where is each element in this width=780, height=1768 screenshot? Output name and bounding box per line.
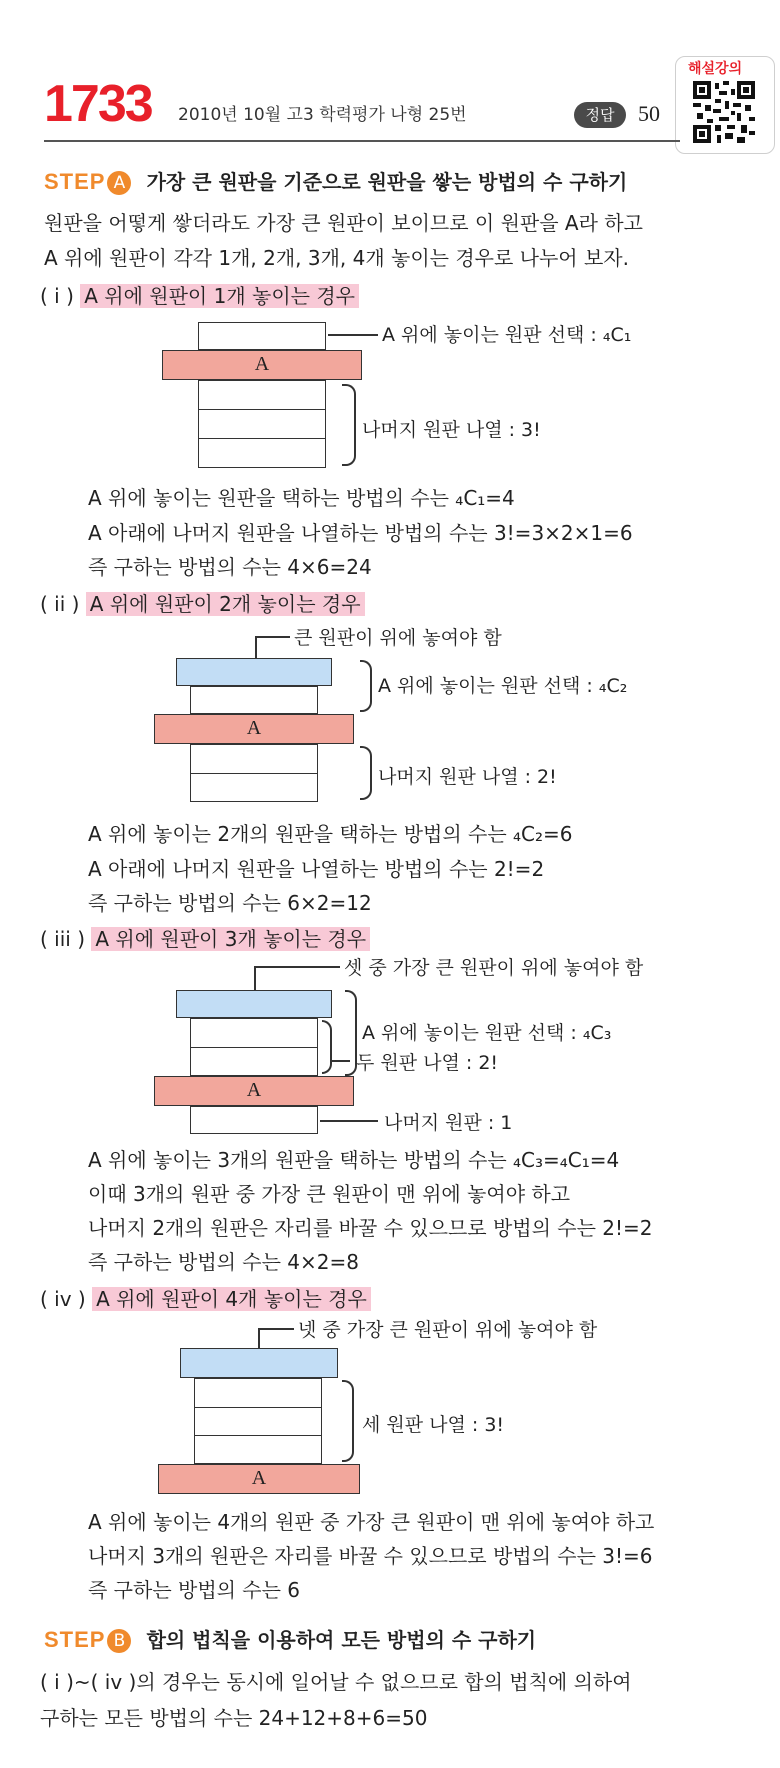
case-2-lower-disks — [190, 744, 318, 802]
case-3-rest-line — [320, 1120, 378, 1122]
case-3-line-2: 이때 3개의 원판 중 가장 큰 원판이 맨 위에 놓여야 하고 — [88, 1182, 571, 1206]
case-2-brace-rest — [360, 746, 372, 800]
step-b-heading — [44, 1624, 536, 1653]
case-4-heading — [40, 1283, 371, 1312]
case-4-blue-disk — [180, 1348, 338, 1378]
case-2-title: A 위에 원판이 2개 놓이는 경우 — [86, 592, 365, 616]
case-2-second-disk — [190, 686, 318, 714]
case-3-two-line — [332, 1060, 350, 1062]
step-a-tag: STEP — [44, 169, 106, 194]
step-a-intro-1: 원판을 어떻게 쌓더라도 가장 큰 원판이 보이므로 이 원판을 A라 하고 — [44, 211, 643, 235]
case-1-label-top: A 위에 놓이는 원판 선택 : ₄C₁ — [382, 324, 632, 346]
case-3-line-4: 즉 구하는 방법의 수는 4×2=8 — [88, 1250, 359, 1274]
case-2-heading — [40, 588, 365, 617]
case-3-heading — [40, 923, 370, 952]
case-1-label-rest: 나머지 원판 나열 : 3! — [362, 419, 541, 441]
case-1-number: ( i ) — [40, 284, 74, 308]
case-2-disk-a: A — [154, 714, 354, 744]
case-2-line-2: A 아래에 나머지 원판을 나열하는 방법의 수는 2!=2 — [88, 857, 545, 881]
case-2-label-rest: 나머지 원판 나열 : 2! — [378, 766, 557, 788]
qr-code-icon — [693, 81, 755, 143]
case-4-brace — [342, 1380, 354, 1462]
case-3-brace-two — [322, 1020, 332, 1074]
step-a-title: 가장 큰 원판을 기준으로 원판을 쌓는 방법의 수 구하기 — [146, 170, 628, 194]
case-3-line-3: 나머지 2개의 원판은 자리를 바꿀 수 있으므로 방법의 수는 2!=2 — [88, 1216, 653, 1240]
case-4-number: ( iv ) — [40, 1287, 86, 1311]
case-1-title: A 위에 원판이 1개 놓이는 경우 — [80, 284, 359, 308]
case-3-note-line-v — [254, 966, 256, 990]
case-3-number: ( iii ) — [40, 927, 85, 951]
step-b-line-2: 구하는 모든 방법의 수는 24+12+8+6=50 — [40, 1706, 428, 1730]
case-4-line-2: 나머지 3개의 원판은 자리를 바꿀 수 있으므로 방법의 수는 3!=6 — [88, 1544, 653, 1568]
case-3-blue-disk — [176, 990, 332, 1018]
case-4-label-note: 넷 중 가장 큰 원판이 위에 놓여야 함 — [298, 1319, 598, 1341]
step-a-heading — [44, 166, 627, 195]
case-3-label-two: 두 원판 나열 : 2! — [356, 1052, 499, 1074]
case-1-top-disk — [198, 322, 326, 350]
step-b-letter: B — [107, 1629, 131, 1653]
step-b-line-1: ( i )~( iv )의 경우는 동시에 일어날 수 없으므로 합의 법칙에 의하여 — [40, 1670, 632, 1694]
step-b-title: 합의 법칙을 이용하여 모든 방법의 수 구하기 — [146, 1628, 537, 1652]
case-4-line-1: A 위에 놓이는 4개의 원판 중 가장 큰 원판이 맨 위에 놓여야 하고 — [88, 1510, 655, 1534]
case-4-disk-a: A — [158, 1464, 360, 1494]
problem-number: 1733 — [44, 75, 152, 133]
case-2-blue-disk — [176, 658, 332, 686]
case-4-title: A 위에 원판이 4개 놓이는 경우 — [92, 1287, 371, 1311]
case-1-brace — [342, 384, 356, 466]
case-2-note-line-h — [255, 636, 290, 638]
case-3-label-note: 셋 중 가장 큰 원판이 위에 놓여야 함 — [344, 957, 644, 979]
case-4-note-line-h — [258, 1328, 294, 1330]
case-1-lower-disks — [198, 380, 326, 468]
step-a-intro-2: A 위에 원판이 각각 1개, 2개, 3개, 4개 놓이는 경우로 나누어 보자. — [44, 246, 629, 270]
case-2-label-note: 큰 원판이 위에 놓여야 함 — [294, 627, 502, 649]
qr-label: 해설강의 — [688, 61, 743, 77]
step-b-tag: STEP — [44, 1627, 106, 1652]
case-2-number: ( ii ) — [40, 592, 80, 616]
case-1-pointer-line — [328, 334, 378, 336]
case-3-note-line-h — [254, 966, 340, 968]
case-4-line-3: 즉 구하는 방법의 수는 6 — [88, 1578, 301, 1602]
answer-badge: 정답 — [574, 102, 626, 128]
case-3-label-top: A 위에 놓이는 원판 선택 : ₄C₃ — [362, 1022, 612, 1044]
case-4-note-line-v — [258, 1328, 260, 1348]
case-1-line-1: A 위에 놓이는 원판을 택하는 방법의 수는 ₄C₁=4 — [88, 486, 515, 510]
case-1-disk-a: A — [162, 350, 362, 380]
case-3-title: A 위에 원판이 3개 놓이는 경우 — [91, 927, 370, 951]
case-3-label-rest: 나머지 원판 : 1 — [384, 1112, 513, 1134]
case-2-brace-top — [360, 660, 372, 712]
case-2-label-top: A 위에 놓이는 원판 선택 : ₄C₂ — [378, 675, 628, 697]
answer-value: 50 — [638, 101, 660, 126]
step-a-letter: A — [107, 171, 131, 195]
case-3-bottom-disk — [190, 1106, 318, 1134]
case-1-heading — [40, 280, 359, 309]
header-divider — [44, 140, 680, 142]
case-3-middle-disks — [190, 1018, 318, 1076]
problem-source: 2010년 10월 고3 학력평가 나형 25번 — [178, 105, 467, 125]
case-2-note-line-v — [255, 636, 257, 658]
case-1-line-3: 즉 구하는 방법의 수는 4×6=24 — [88, 555, 372, 579]
case-2-line-1: A 위에 놓이는 2개의 원판을 택하는 방법의 수는 ₄C₂=6 — [88, 822, 573, 846]
case-1-line-2: A 아래에 나머지 원판을 나열하는 방법의 수는 3!=3×2×1=6 — [88, 521, 633, 545]
case-4-label-three: 세 원판 나열 : 3! — [362, 1414, 505, 1436]
case-3-line-1: A 위에 놓이는 3개의 원판을 택하는 방법의 수는 ₄C₃=₄C₁=4 — [88, 1148, 620, 1172]
case-2-line-3: 즉 구하는 방법의 수는 6×2=12 — [88, 891, 372, 915]
case-3-disk-a: A — [154, 1076, 354, 1106]
case-4-middle-disks — [194, 1378, 322, 1464]
